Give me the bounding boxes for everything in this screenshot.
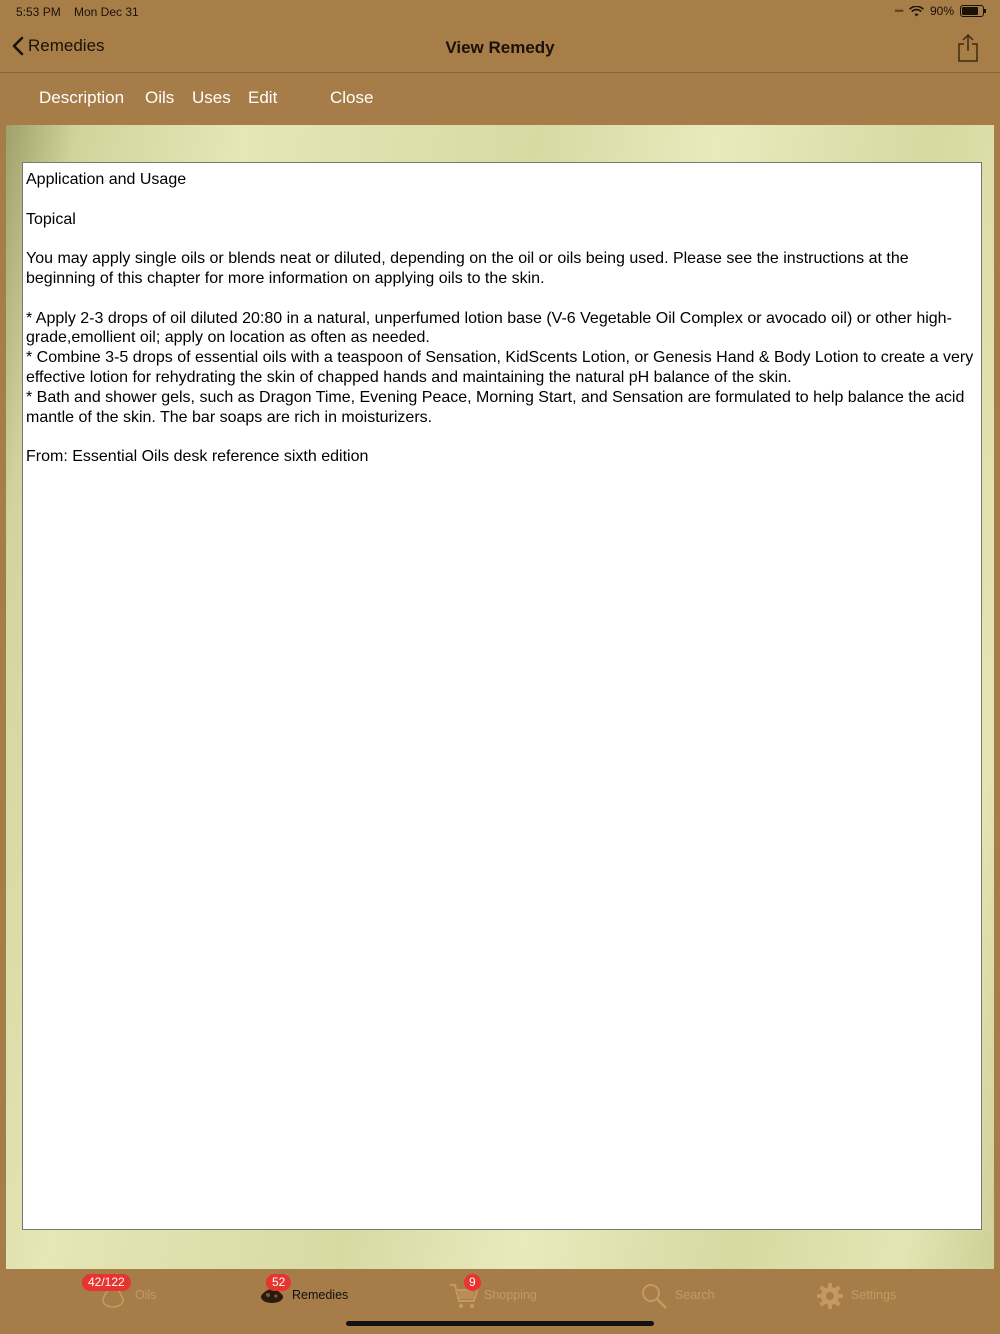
page-title: View Remedy [445, 38, 555, 57]
remedies-badge: 52 [266, 1274, 291, 1291]
tab-remedies-label: Remedies [292, 1288, 349, 1302]
section-heading: Application and Usage [26, 171, 187, 188]
back-label: Remedies [28, 36, 105, 55]
tab-oils-bar[interactable] [80, 1270, 180, 1320]
status-right [894, 4, 984, 18]
tab-settings-bar[interactable] [816, 1270, 926, 1320]
home-indicator [346, 1321, 654, 1326]
bullet-1: * Apply 2-3 drops of oil diluted 20:80 in a natural, unperfumed lotion base (V-6 Vegetable Oil Complex or avocado oil) or other high-grade,emollient oil; apply on location as often as needed. [26, 309, 952, 347]
tab-settings-label: Settings [851, 1288, 897, 1302]
status-time: 5:53 PM [16, 5, 61, 19]
tab-oils-label: Oils [135, 1288, 157, 1302]
share-icon[interactable] [956, 33, 980, 63]
search-icon [640, 1282, 668, 1310]
battery-percent: 90% [929, 4, 954, 18]
battery-icon [960, 5, 984, 17]
tab-oils[interactable]: Oils [145, 88, 175, 107]
wifi-icon [909, 6, 924, 17]
tab-search-label: Search [675, 1288, 715, 1302]
source-line: From: Essential Oils desk reference sixth edition [26, 448, 369, 466]
tab-shopping-label: Shopping [484, 1288, 537, 1302]
tab-shopping-bar[interactable] [446, 1270, 556, 1320]
cellular-dots-icon: •••• [894, 6, 903, 16]
close-button[interactable]: Close [330, 88, 374, 107]
gear-icon [816, 1282, 844, 1310]
tab-uses[interactable]: Uses [192, 88, 231, 107]
remedy-toolbar [0, 73, 1000, 125]
status-date: Mon Dec 31 [74, 5, 139, 19]
edit-button[interactable]: Edit [248, 88, 278, 107]
shopping-badge: 9 [464, 1274, 481, 1291]
navigation-bar [0, 24, 1000, 73]
tab-remedies-bar[interactable] [256, 1270, 356, 1320]
oils-badge: 42/122 [82, 1274, 131, 1291]
tab-search-bar[interactable] [640, 1270, 740, 1320]
tab-description[interactable]: Description [39, 88, 125, 107]
bullet-3: * Bath and shower gels, such as Dragon Time, Evening Peace, Morning Start, and Sensation are formulated to help balance the acid mantle of the skin. The bar soaps are rich in moisturizers. [26, 388, 969, 426]
section-subheading: Topical [26, 210, 76, 228]
status-bar [0, 0, 1000, 24]
bullet-2: * Combine 3-5 drops of essential oils with a teaspoon of Sensation, KidScents Lotion, or Genesis Hand & Body Lotion to create a very effective lotion for rehydrating the skin of chapped hands and maintaining the natural pH balance of the skin. [26, 349, 978, 386]
intro-paragraph: You may apply single oils or blends neat or diluted, depending on the oil or oils being used. Please see the instructions at the beginning of this chapter for more information on applying oils to the skin. [26, 250, 914, 287]
remedy-text-view[interactable] [22, 162, 982, 1230]
